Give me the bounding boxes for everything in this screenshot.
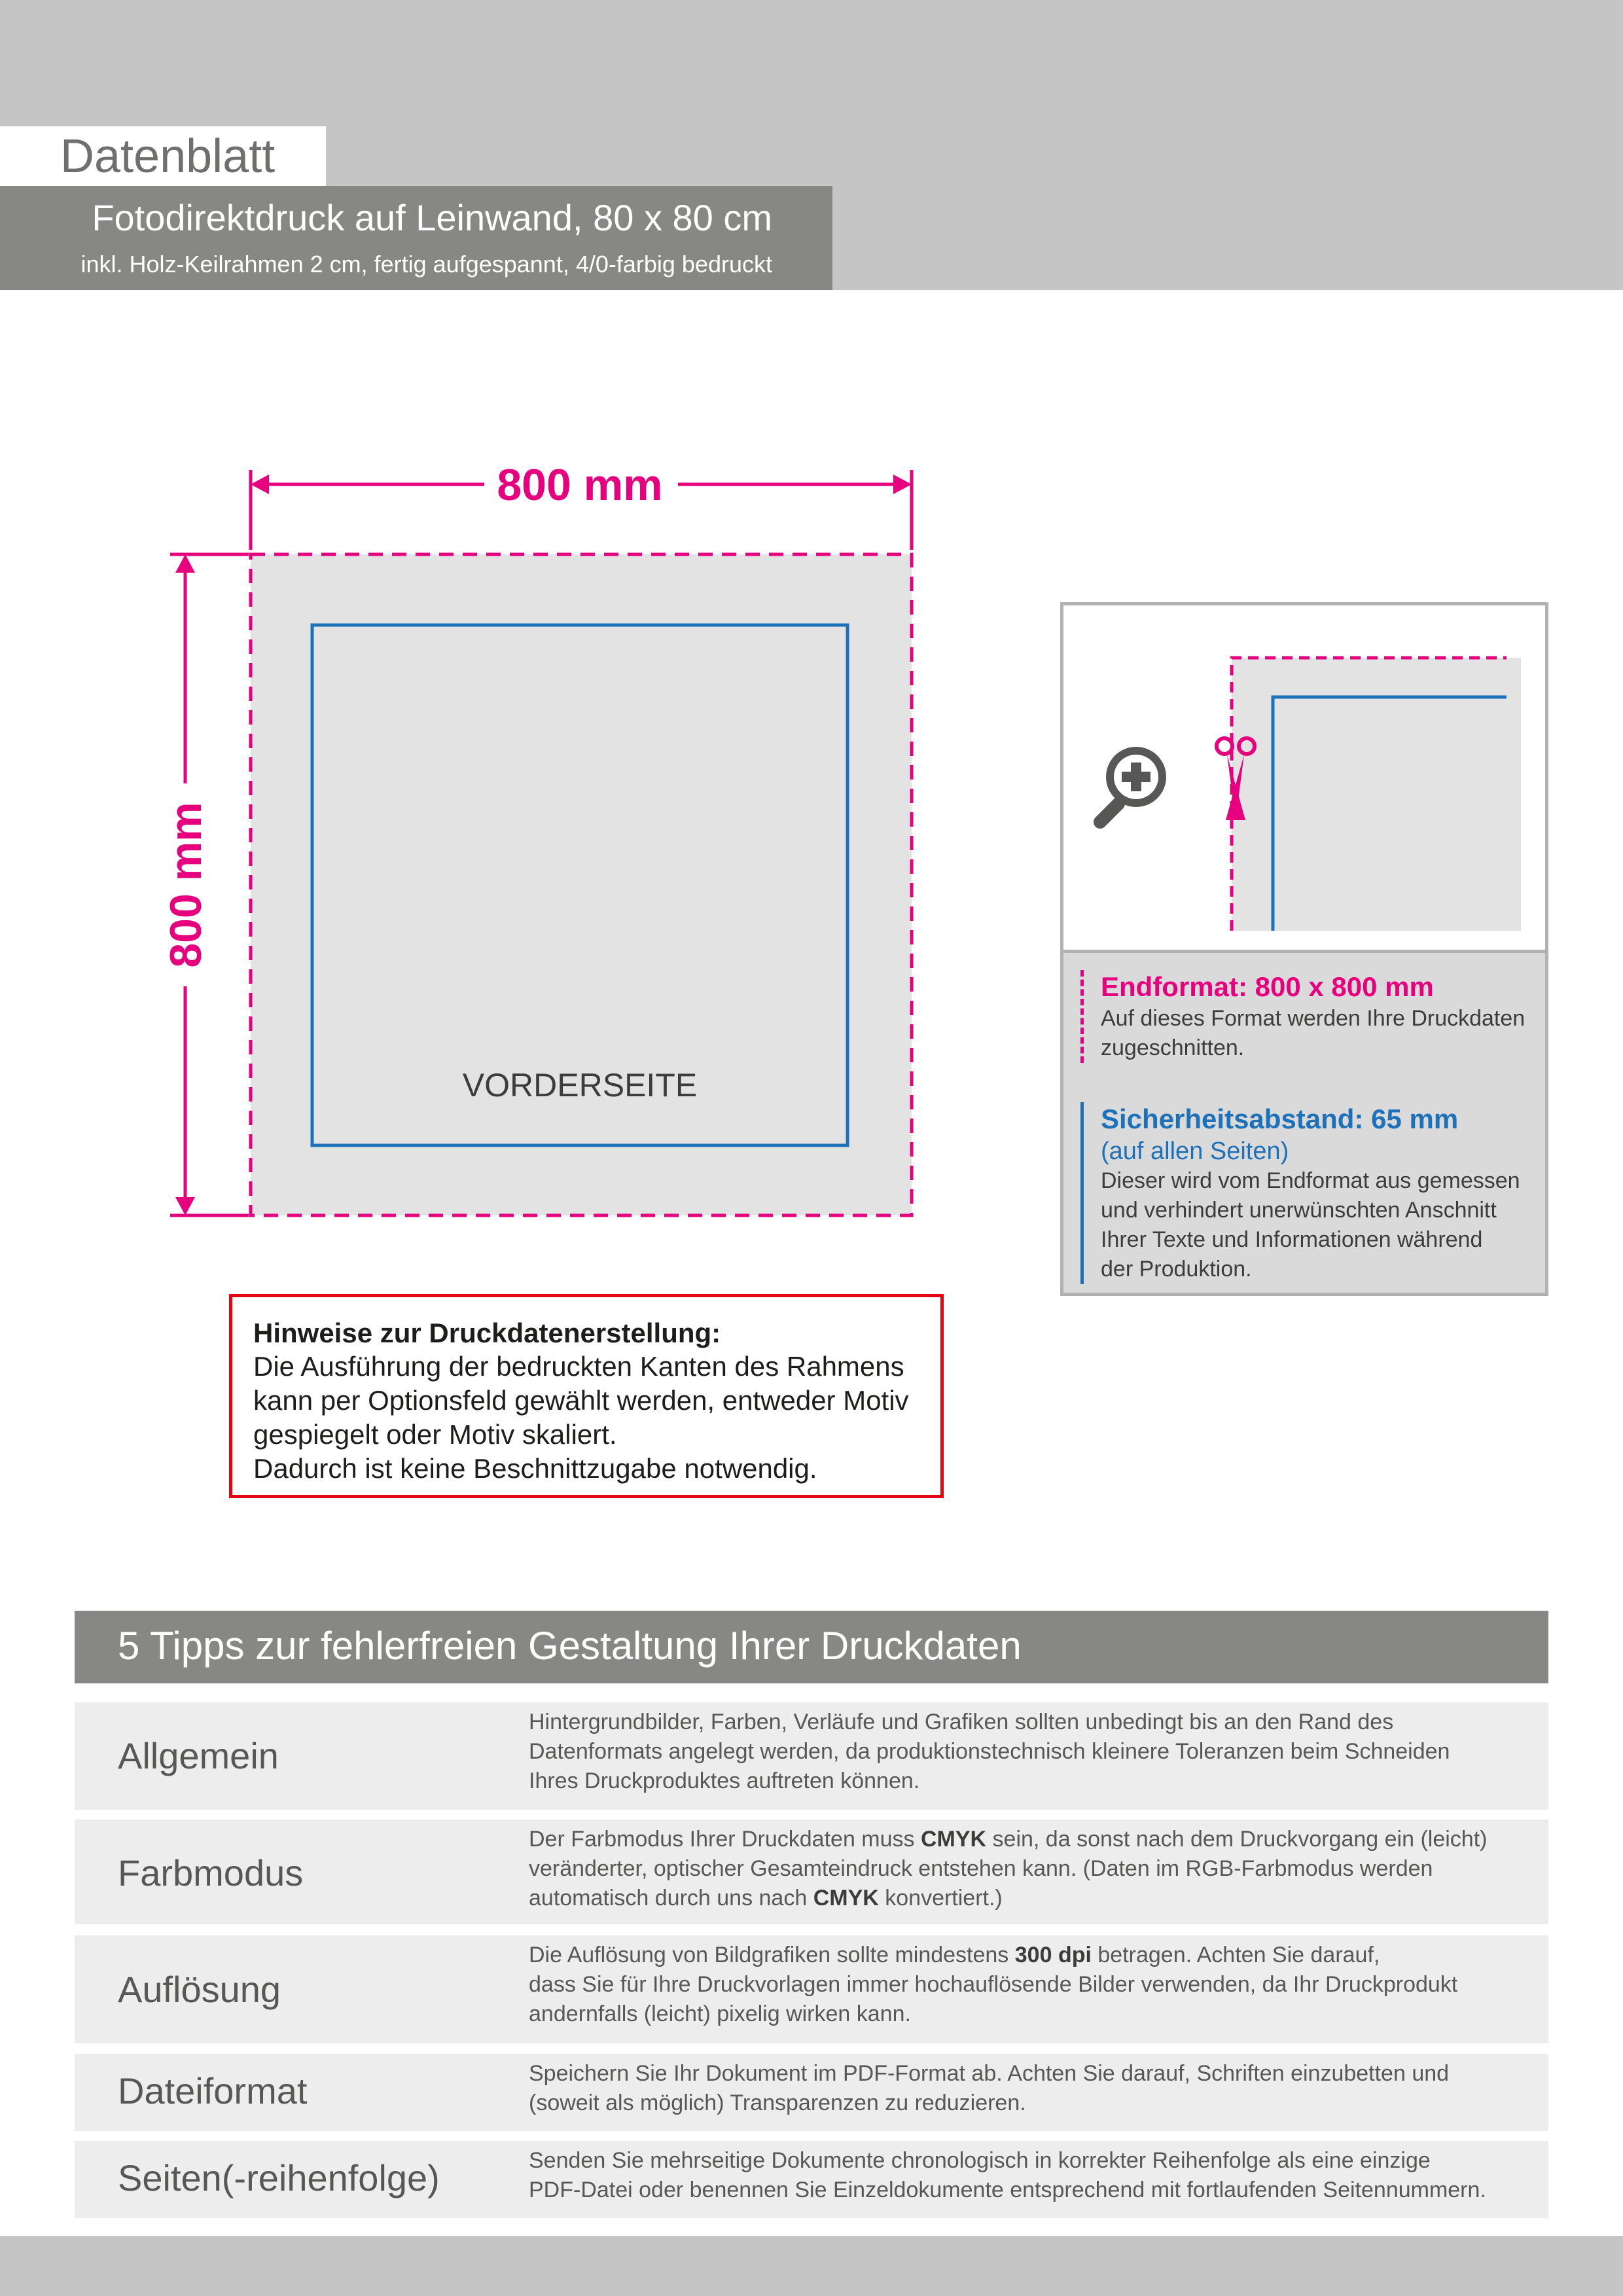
document-label-text: Datenblatt — [60, 130, 276, 183]
tip-emphasis: CMYK — [813, 1886, 879, 1910]
legend-safety-line: und verhindert unerwünschten Anschnitt — [1101, 1198, 1497, 1223]
hint-line: Die Ausführung der bedruckten Kanten des Rahmens — [253, 1351, 904, 1382]
tips-heading: 5 Tipps zur fehlerfreien Gestaltung Ihrer Druckdaten — [118, 1624, 1022, 1668]
tip-label: Seiten(-reihenfolge) — [118, 2157, 440, 2198]
hint-title: Hinweise zur Druckdatenerstellung: — [253, 1318, 721, 1348]
zoom-in-icon — [1100, 747, 1166, 822]
tip-label: Dateiformat — [118, 2070, 308, 2111]
hint-box — [229, 1294, 944, 1498]
tip-label: Auflösung — [118, 1969, 281, 2010]
tip-text-line: veränderter, optischer Gesamteindruck entstehen kann. (Daten im RGB-Farbmodus werden — [529, 1856, 1433, 1881]
tip-text-line: automatisch durch uns nach CMYK konvertiert.) — [529, 1886, 1003, 1910]
legend-panel — [1060, 602, 1548, 1296]
legend-safety-line: Dieser wird vom Endformat aus gemessen — [1101, 1168, 1520, 1193]
tip-emphasis: CMYK — [920, 1827, 987, 1852]
tip-text-line: Speichern Sie Ihr Dokument im PDF-Format ab. Achten Sie darauf, Schriften einzubetten und — [529, 2061, 1450, 2086]
legend-lower — [1063, 950, 1545, 1293]
tip-text-line: dass Sie für Ihre Druckvorlagen immer hochauflösende Bilder verwenden, da Ihr Druckprodukt — [529, 1972, 1458, 1997]
detail-format-area — [1232, 658, 1521, 931]
legend-safety-line: Ihrer Texte und Informationen während — [1101, 1227, 1483, 1252]
product-title: Fotodirektdruck auf Leinwand, 80 x 80 cm — [92, 197, 772, 238]
tip-text-line: Hintergrundbilder, Farben, Verläufe und Grafiken sollten unbedingt bis an den Rand des — [529, 1710, 1394, 1734]
height-dimension — [161, 554, 249, 1215]
width-dimension — [251, 460, 912, 550]
front-side-label: VORDERSEITE — [462, 1067, 698, 1103]
legend-trim-title: Endformat: 800 x 800 mm — [1101, 971, 1434, 1002]
tip-row — [75, 1702, 1548, 1810]
tip-text-line: (soweit als möglich) Transparenzen zu reduzieren. — [529, 2090, 1026, 2115]
footer-band — [0, 2236, 1623, 2296]
hint-line: kann per Optionsfeld gewählt werden, entweder Motiv — [253, 1385, 909, 1416]
tip-emphasis: 300 dpi — [1014, 1943, 1092, 1967]
format-area — [251, 554, 912, 1215]
tip-row — [75, 2054, 1548, 2131]
tip-label: Allgemein — [118, 1735, 279, 1776]
legend-trim — [1080, 970, 1533, 1063]
legend-safety — [1080, 1102, 1533, 1284]
tip-text-line: Der Farbmodus Ihrer Druckdaten muss CMYK sein, da sonst nach dem Druckvorgang ein (leicht) — [529, 1827, 1488, 1852]
tips-header — [75, 1611, 1548, 1683]
tip-text — [529, 2059, 1537, 2118]
tip-text-line: PDF-Datei oder benennen Sie Einzeldokumente entsprechend mit fortlaufenden Seitennummern. — [529, 2178, 1486, 2202]
product-subtitle: inkl. Holz-Keilrahmen 2 cm, fertig aufgespannt, 4/0-farbig bedruckt — [80, 251, 772, 278]
tip-text-line: Ihres Druckproduktes auftreten können. — [529, 1768, 920, 1793]
height-label: 800 mm — [161, 802, 211, 968]
tip-text — [529, 1825, 1537, 1913]
tip-row — [75, 2141, 1548, 2218]
tip-text-line: Die Auflösung von Bildgrafiken sollte mindestens 300 dpi betragen. Achten Sie darauf, — [529, 1943, 1380, 1967]
detail-zoom-view — [1063, 605, 1545, 946]
tip-text-line: andernfalls (leicht) pixelig wirken kann. — [529, 2001, 911, 2026]
legend-safety-line: der Produktion. — [1101, 1257, 1252, 1282]
tip-text-line: Datenformats angelegt werden, da produktionstechnisch kleinere Toleranzen beim Schneiden — [529, 1739, 1450, 1764]
tip-row — [75, 1820, 1548, 1924]
legend-safety-subtitle: (auf allen Seiten) — [1101, 1138, 1289, 1165]
tip-text-line: Senden Sie mehrseitige Dokumente chronologisch in korrekter Reihenfolge als eine einzige — [529, 2148, 1431, 2173]
tip-text — [529, 2146, 1537, 2205]
legend-safety-title: Sicherheitsabstand: 65 mm — [1101, 1103, 1459, 1134]
tip-text — [529, 1708, 1537, 1796]
hint-line: gespiegelt oder Motiv skaliert. — [253, 1419, 617, 1450]
tip-text — [529, 1941, 1537, 2029]
hint-line: Dadurch ist keine Beschnittzugabe notwendig. — [253, 1453, 817, 1484]
legend-trim-line: zugeschnitten. — [1101, 1035, 1245, 1060]
width-label: 800 mm — [497, 460, 663, 510]
legend-trim-line: Auf dieses Format werden Ihre Druckdaten — [1101, 1006, 1525, 1031]
tip-label: Farbmodus — [118, 1852, 304, 1893]
tip-row — [75, 1935, 1548, 2043]
